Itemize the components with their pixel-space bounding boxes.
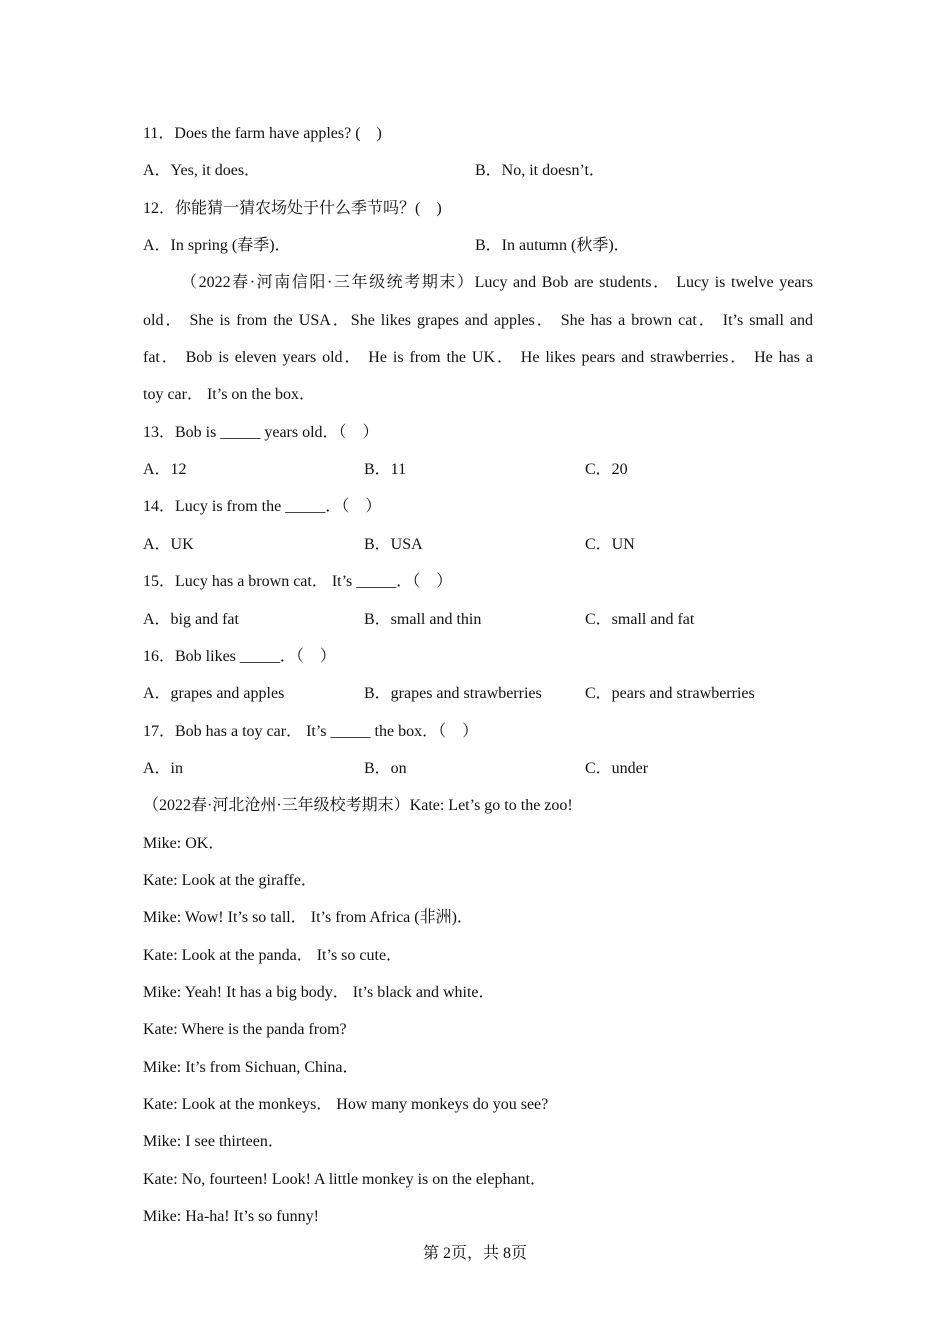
question-14-options	[143, 534, 813, 556]
question-15-options	[143, 609, 813, 631]
question-16-stem: 16．Bob likes _____．（ ）	[143, 648, 336, 665]
option-b[interactable]: B．grapes and strawberries	[364, 685, 542, 702]
dialogue-line: Kate: Look at the panda． It’s so cute．	[143, 947, 403, 964]
dialogue-line: Mike: It’s from Sichuan, China．	[143, 1059, 359, 1076]
dialogue-line: Mike: Yeah! It has a big body． It’s black and white．	[143, 984, 495, 1001]
dialogue-line: Kate: Look at the giraffe．	[143, 872, 317, 889]
option-a[interactable]: A．big and fat	[143, 611, 239, 628]
option-a[interactable]: A．in	[143, 760, 184, 777]
question-12-stem: 12．你能猜一猜农场处于什么季节吗？( )	[143, 200, 442, 217]
question-11-stem: 11．Does the farm have apples? ( )	[143, 125, 382, 142]
question-14-stem: 14．Lucy is from the _____．（ ）	[143, 498, 382, 515]
option-b[interactable]: B．11	[364, 461, 407, 478]
question-13-options	[143, 459, 813, 481]
dialogue-line: Mike: Wow! It’s so tall． It’s from Africa (非洲)．	[143, 909, 473, 926]
option-b[interactable]: B．No, it doesn’t．	[475, 162, 605, 179]
question-17-stem: 17．Bob has a toy car． It’s _____ the box．（ ）	[143, 723, 479, 740]
dialogue-line: （2022春·河北沧州·三年级校考期末）Kate: Let’s go to the zoo!	[143, 797, 573, 814]
dialogue-line: Kate: Where is the panda from?	[143, 1021, 347, 1038]
passage-1-line: （2022春·河南信阳·三年级统考期末）Lucy and Bob are students． Lucy is twelve years	[181, 274, 813, 291]
passage-1-line: toy car． It’s on the box．	[143, 386, 315, 403]
dialogue-line: Kate: No, fourteen! Look! A little monkey is on the elephant．	[143, 1171, 547, 1188]
option-b[interactable]: B．In autumn (秋季)．	[475, 237, 630, 254]
option-a[interactable]: A．Yes, it does．	[143, 162, 261, 179]
option-a[interactable]: A．grapes and apples	[143, 685, 285, 702]
page-number-footer: 第 2页，共 8页	[422, 1245, 527, 1262]
question-15-stem: 15．Lucy has a brown cat． It’s _____．（ ）	[143, 573, 453, 590]
question-13-stem: 13．Bob is _____ years old．（ ）	[143, 424, 379, 441]
dialogue-line: Mike: I see thirteen．	[143, 1133, 284, 1150]
option-b[interactable]: B．USA	[364, 536, 423, 553]
passage-1-line: fat． Bob is eleven years old． He is from the UK． He likes pears and strawberries． He has a	[143, 349, 814, 366]
option-c[interactable]: C．20	[585, 461, 628, 478]
option-c[interactable]: C．UN	[585, 536, 635, 553]
option-b[interactable]: B．on	[364, 760, 407, 777]
option-c[interactable]: C．under	[585, 760, 649, 777]
option-c[interactable]: C．small and fat	[585, 611, 695, 628]
question-16-options	[143, 683, 813, 705]
question-12-options	[143, 235, 813, 257]
option-b[interactable]: B．small and thin	[364, 611, 482, 628]
option-a[interactable]: A．In spring (春季)．	[143, 237, 291, 254]
option-a[interactable]: A．12	[143, 461, 187, 478]
option-c[interactable]: C．pears and strawberries	[585, 685, 755, 702]
question-11-options	[143, 160, 813, 182]
passage-1-line: old． She is from the USA．She likes grapes and apples． She has a brown cat． It’s small and	[143, 312, 813, 329]
dialogue-line: Mike: Ha-ha! It’s so funny!	[143, 1208, 319, 1225]
option-a[interactable]: A．UK	[143, 536, 194, 553]
dialogue-line: Mike: OK．	[143, 835, 225, 852]
question-17-options	[143, 758, 813, 780]
dialogue-line: Kate: Look at the monkeys． How many monkeys do you see?	[143, 1096, 549, 1113]
